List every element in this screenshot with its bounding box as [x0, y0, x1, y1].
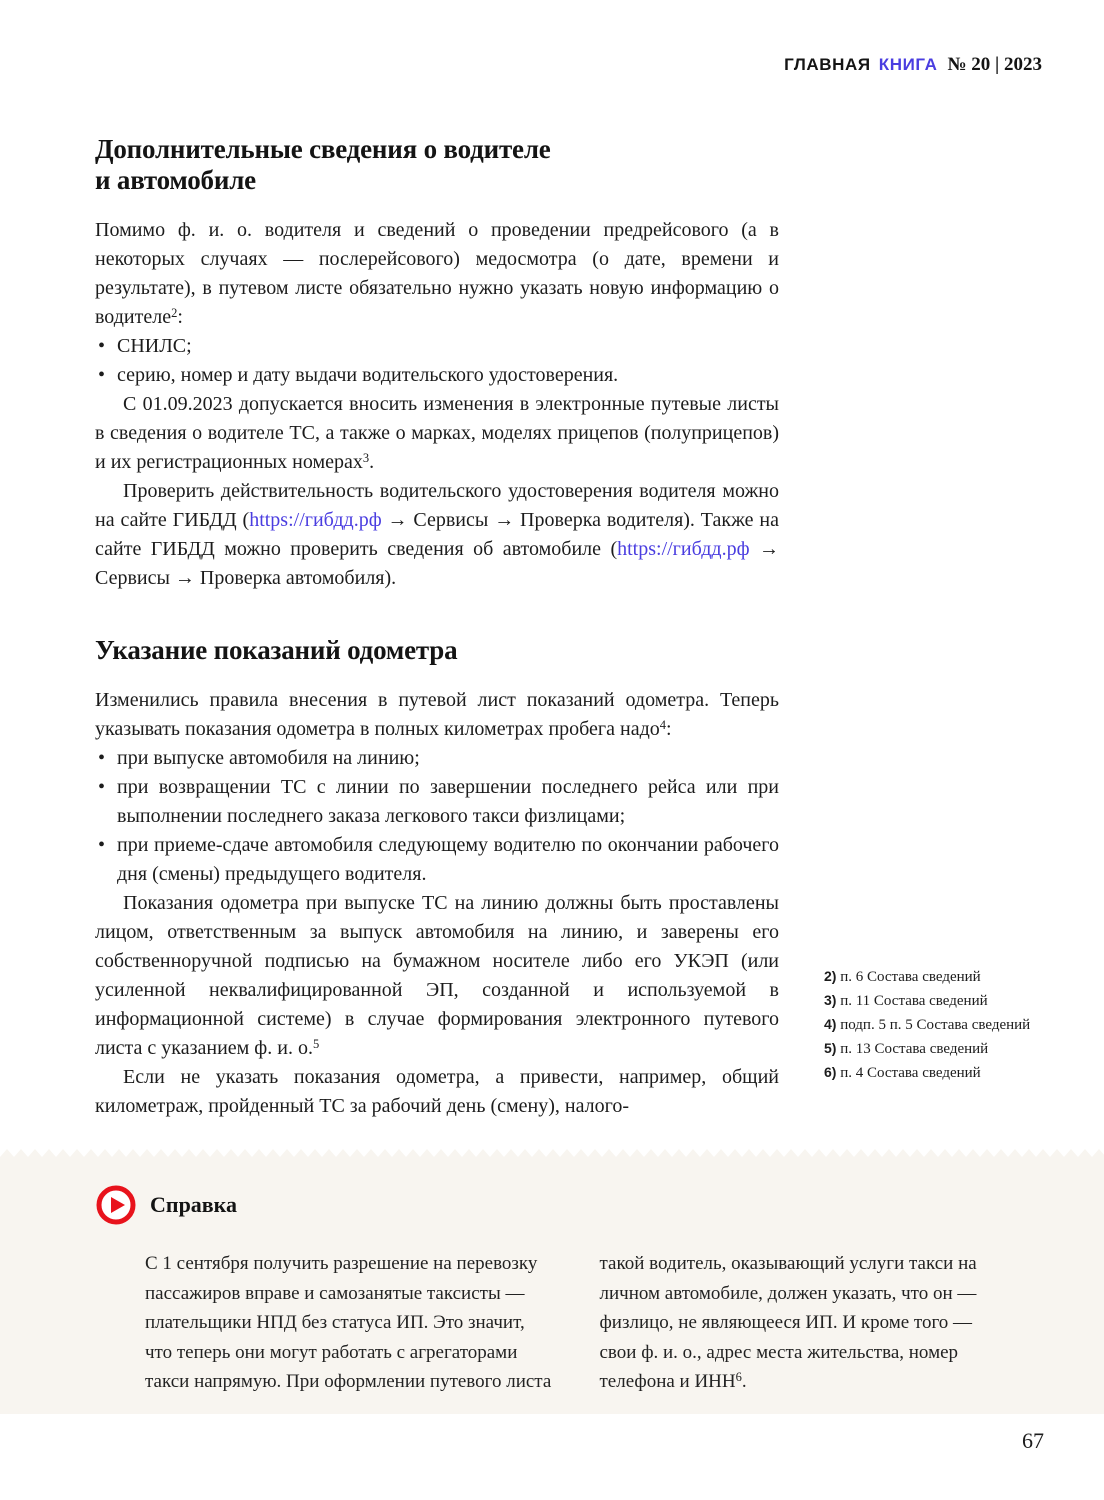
paragraph [95, 216, 779, 332]
footnote-number: 4) [824, 1016, 837, 1032]
bullet-item [95, 744, 779, 773]
footnote-text: п. 4 Состава сведений [840, 1065, 981, 1081]
footnote-ref: 6 [735, 1370, 742, 1384]
footnote [824, 968, 1050, 986]
paragraph [95, 686, 779, 744]
footnote-number: 2) [824, 968, 837, 984]
note-text: . [741, 1371, 747, 1392]
page-header [784, 54, 1042, 76]
note-box [0, 1157, 1104, 1414]
gibdd-site-link[interactable]: https://гибдд.рф [617, 538, 750, 560]
paragraph [95, 390, 779, 477]
note-text: такой водитель, оказывающий услуги такси на личном автомобиле, должен указать, что он — физлицо, не являющееся ИП. И кроме того — свои ф. и. о., адрес места жительства, номер телефона и ИНН [599, 1253, 977, 1392]
note-header [96, 1185, 1104, 1225]
footnote-text: п. 13 Состава сведений [840, 1041, 989, 1057]
footnote [824, 992, 1050, 1010]
note-column-right [600, 1249, 1011, 1397]
reference-note-section [0, 1147, 1104, 1414]
bullet-text: при выпуске автомобиля на линию; [117, 747, 420, 769]
footnote-text: п. 6 Состава сведений [840, 969, 981, 985]
paragraph [95, 1063, 779, 1121]
footnote-ref: 5 [312, 1037, 320, 1051]
paragraph-text: Изменились правила внесения в путевой лист показаний одометра. Теперь указывать показания одометра в полных километрах пробега надо [95, 689, 779, 740]
paragraph-text: . [369, 451, 375, 473]
bullet-item [95, 831, 779, 889]
section1-heading [95, 134, 779, 196]
magazine-title: ГЛАВНАЯ [784, 55, 871, 74]
issue-number: № 20 | 2023 [947, 54, 1042, 75]
bullet-text: при приеме-сдаче автомобиля следующему водителю по окончании рабочего дня (смены) предыдущего водителя. [117, 834, 779, 885]
page-number: 67 [1022, 1428, 1044, 1453]
magazine-title-accent: КНИГА [878, 55, 938, 74]
footnote-ref: 3 [362, 451, 370, 465]
note-columns [145, 1249, 1010, 1397]
paragraph-text: : [666, 718, 672, 740]
footnote-number: 3) [824, 992, 837, 1008]
bullet-item [95, 361, 779, 390]
gibdd-site-link[interactable]: https://гибдд.рф [249, 509, 382, 531]
bullet-text: при возвращении ТС с линии по завершении последнего рейса или при выполнении последнего заказа легкового такси физлицами; [117, 776, 779, 827]
paragraph [95, 477, 779, 593]
footnote [824, 1040, 1050, 1058]
bullet-item [95, 773, 779, 831]
section1-heading-line2: и автомобиле [95, 165, 256, 195]
paragraph-text: Показания одометра при выпуске ТС на линию должны быть проставлены лицом, ответственным за выпуск автомобиля на линию, и заверены его собственноручной подписью на бумажном носителе либо его УКЭП (или усиленной неквалифицированной ЭП, созданной и используемой в информационной системе) в случае формирования электронного путевого листа с указанием ф. и. о. [95, 892, 779, 1059]
footnote-text: п. 11 Состава сведений [840, 993, 988, 1009]
footnote [824, 1064, 1050, 1082]
footnote-ref: 4 [659, 718, 667, 732]
torn-edge-decoration [0, 1147, 1104, 1157]
paragraph-text: Помимо ф. и. о. водителя и сведений о проведении предрейсового (а в некоторых случаях — послерейсового) медосмотра (о дате, времени и результате), в путевом листе обязательно нужно указать новую информацию о водителе [95, 219, 779, 328]
footnote-text: подп. 5 п. 5 Состава сведений [840, 1017, 1031, 1033]
footnote-number: 5) [824, 1040, 837, 1056]
paragraph-text: Проверить действительность водительского удостоверения водителя можно на сайте ГИБДД ( [95, 480, 779, 531]
paragraph-text: Если не указать показания одометра, а привести, например, общий километраж, пройденный ТС за рабочий день (смену), налого- [95, 1066, 779, 1117]
footnote [824, 1016, 1050, 1034]
margin-footnotes [824, 968, 1050, 1088]
paragraph-text: → Сервисы → Проверка водителя). Также на сайте ГИБДД можно проверить сведения об автомобиле ( [95, 509, 779, 560]
play-icon [96, 1185, 136, 1225]
bullet-item [95, 332, 779, 361]
bullet-text: серию, номер и дату выдачи водительского удостоверения. [117, 364, 619, 386]
paragraph-text: → Сервисы → Проверка автомобиля). [95, 538, 780, 589]
note-column-left: С 1 сентября получить разрешение на перевозку пассажиров вправе и самозанятые таксисты — плательщики НПД без статуса ИП. Это значит, что теперь они могут работать с агрегаторами такси напрямую. При оформлении путевого листа [145, 1253, 552, 1392]
bullet-list [95, 332, 779, 390]
bullet-text: СНИЛС; [117, 335, 192, 357]
footnote-ref: 2 [171, 306, 178, 320]
article-column [95, 134, 779, 1121]
note-title: Справка [150, 1192, 238, 1217]
bullet-list [95, 744, 779, 889]
paragraph-text: : [177, 306, 183, 328]
paragraph-text: С 01.09.2023 допускается вносить изменения в электронные путевые листы в сведения о водителе ТС, а также о марках, моделях прицепов (полуприцепов) и их регистрационных номерах [95, 393, 779, 473]
footnote-number: 6) [824, 1064, 837, 1080]
section2-heading: Указание показаний одометра [95, 635, 458, 665]
section1-heading-line1: Дополнительные сведения о водителе [95, 134, 551, 164]
paragraph [95, 889, 779, 1063]
